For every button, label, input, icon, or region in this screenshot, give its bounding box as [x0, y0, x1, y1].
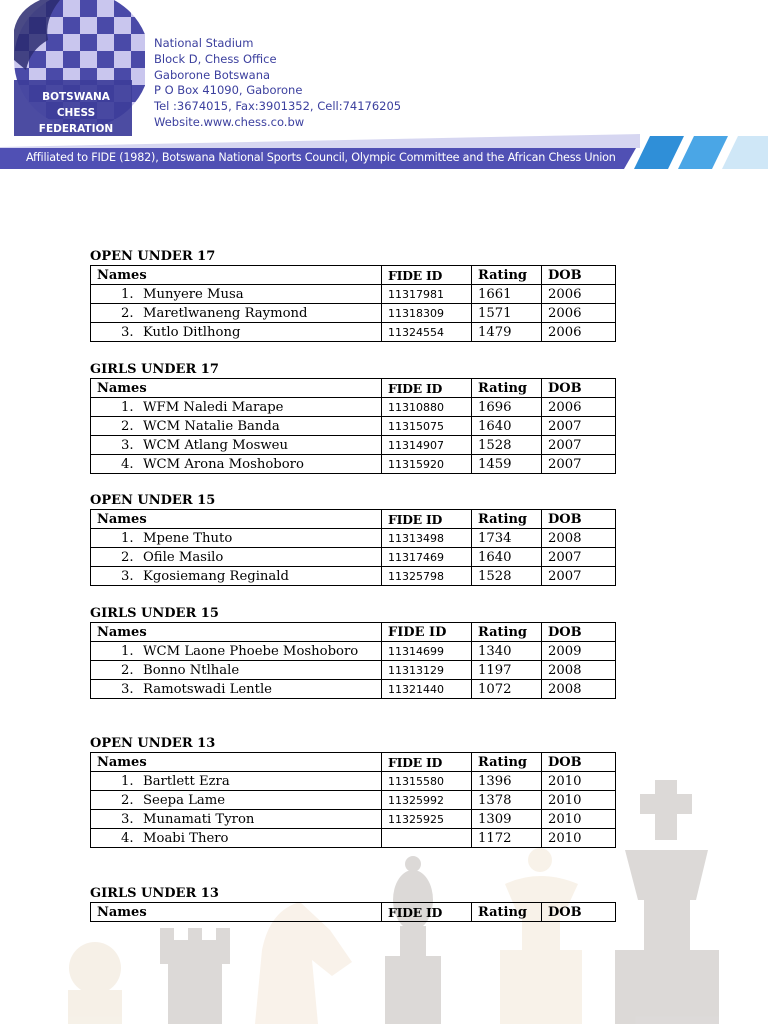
player-name-cell [91, 810, 382, 829]
fide-id-cell: 11325798 [382, 567, 472, 586]
players-table [90, 265, 616, 342]
fide-id-cell: 11313129 [382, 661, 472, 680]
fide-id-cell: 11325992 [382, 791, 472, 810]
section-title: GIRLS UNDER 15 [90, 606, 219, 621]
player-name: Mpene Thuto [143, 530, 233, 546]
player-name-cell [91, 548, 382, 567]
column-header-names: Names [91, 753, 382, 772]
column-header-dob: DOB [542, 753, 616, 772]
table-header-row [91, 379, 616, 398]
rank-number: 4. [121, 456, 134, 472]
rank-number: 3. [121, 681, 134, 697]
section-title: GIRLS UNDER 13 [90, 886, 219, 901]
table-row [91, 304, 616, 323]
ranking-section [90, 735, 615, 848]
player-name: Ramotswadi Lentle [143, 681, 272, 697]
rank-number: 2. [121, 305, 134, 321]
column-header-names: Names [91, 379, 382, 398]
rating-cell: 1528 [472, 567, 542, 586]
player-name-cell [91, 304, 382, 323]
dob-cell: 2009 [542, 642, 616, 661]
player-name: Moabi Thero [143, 830, 229, 846]
player-name: Kgosiemang Reginald [143, 568, 289, 584]
fide-id-cell: 11318309 [382, 304, 472, 323]
player-name: Seepa Lame [143, 792, 226, 808]
dob-cell: 2008 [542, 680, 616, 699]
column-header-dob: DOB [542, 510, 616, 529]
player-name-cell [91, 772, 382, 791]
column-header-fide-id: FIDE ID [382, 623, 472, 642]
column-header-names: Names [91, 623, 382, 642]
dob-cell: 2006 [542, 323, 616, 342]
rank-number: 1. [121, 643, 134, 659]
section-title: OPEN UNDER 15 [90, 493, 216, 508]
column-header-fide-id: FIDE ID [382, 266, 472, 285]
player-name: Munyere Musa [143, 286, 244, 302]
rating-cell: 1340 [472, 642, 542, 661]
rank-number: 2. [121, 792, 134, 808]
table-row [91, 323, 616, 342]
column-header-dob: DOB [542, 903, 616, 922]
fide-id-cell [382, 829, 472, 848]
column-header-dob: DOB [542, 623, 616, 642]
address-line: P O Box 41090, Gaborone [154, 83, 303, 98]
table-row [91, 680, 616, 699]
logo-text-line-1: BOTSWANA [42, 91, 110, 103]
rank-number: 3. [121, 568, 134, 584]
player-name-cell [91, 791, 382, 810]
players-table [90, 509, 616, 586]
fide-id-cell: 11315920 [382, 455, 472, 474]
rating-cell: 1640 [472, 548, 542, 567]
players-table [90, 902, 616, 922]
column-header-fide-id: FIDE ID [382, 510, 472, 529]
fide-id-cell: 11310880 [382, 398, 472, 417]
letterhead [0, 0, 768, 170]
rating-cell: 1528 [472, 436, 542, 455]
table-row [91, 436, 616, 455]
column-header-dob: DOB [542, 266, 616, 285]
fide-id-cell: 11313498 [382, 529, 472, 548]
section-title: OPEN UNDER 13 [90, 736, 216, 751]
rank-number: 4. [121, 830, 134, 846]
rank-number: 1. [121, 773, 134, 789]
player-name: WCM Atlang Mosweu [143, 437, 288, 453]
address-line: National Stadium [154, 36, 254, 50]
column-header-names: Names [91, 510, 382, 529]
player-name: WCM Natalie Banda [143, 418, 280, 434]
column-header-fide-id: FIDE ID [382, 753, 472, 772]
player-name-cell [91, 661, 382, 680]
dob-cell: 2010 [542, 772, 616, 791]
player-name-cell [91, 829, 382, 848]
player-name-cell [91, 436, 382, 455]
ranking-section [90, 248, 615, 342]
fide-id-cell: 11315580 [382, 772, 472, 791]
rating-cell: 1197 [472, 661, 542, 680]
rating-cell: 1459 [472, 455, 542, 474]
fide-id-cell: 11314907 [382, 436, 472, 455]
column-header-names: Names [91, 903, 382, 922]
player-name-cell [91, 680, 382, 699]
address-line: Website.www.chess.co.bw [154, 114, 305, 129]
column-header-rating: Rating [472, 623, 542, 642]
table-row [91, 417, 616, 436]
address-line: Tel :3674015, Fax:3901352, Cell:74176205 [154, 99, 402, 114]
fide-id-cell: 11317469 [382, 548, 472, 567]
table-row [91, 285, 616, 304]
table-row [91, 642, 616, 661]
affiliation-text: Affiliated to FIDE (1982), Botswana National Sports Council, Olympic Committee and the African Chess Union [26, 151, 616, 164]
section-title: OPEN UNDER 17 [90, 249, 216, 264]
ranking-section [90, 605, 615, 699]
column-header-rating: Rating [472, 903, 542, 922]
rank-number: 2. [121, 549, 134, 565]
ranking-section [90, 361, 615, 474]
players-table [90, 622, 616, 699]
player-name-cell [91, 529, 382, 548]
dob-cell: 2006 [542, 398, 616, 417]
players-table [90, 378, 616, 474]
logo-text-line-3: FEDERATION [38, 123, 114, 135]
address-line: Block D, Chess Office [154, 51, 277, 66]
rating-cell: 1661 [472, 285, 542, 304]
table-row [91, 398, 616, 417]
player-name-cell [91, 285, 382, 304]
table-row [91, 529, 616, 548]
table-row [91, 567, 616, 586]
player-name: Munamati Tyron [143, 811, 255, 827]
table-header-row [91, 623, 616, 642]
rating-cell: 1072 [472, 680, 542, 699]
rank-number: 1. [121, 530, 134, 546]
rank-number: 1. [121, 286, 134, 302]
column-header-rating: Rating [472, 510, 542, 529]
rating-cell: 1696 [472, 398, 542, 417]
player-name: Kutlo Ditlhong [143, 324, 241, 340]
player-name: Maretlwaneng Raymond [143, 305, 308, 321]
dob-cell: 2007 [542, 455, 616, 474]
player-name: WCM Arona Moshoboro [143, 456, 304, 472]
column-header-fide-id: FIDE ID [382, 379, 472, 398]
ranking-section [90, 885, 615, 922]
rating-cell: 1479 [472, 323, 542, 342]
rank-number: 1. [121, 399, 134, 415]
table-row [91, 791, 616, 810]
player-name: Bartlett Ezra [143, 773, 230, 789]
rating-cell: 1172 [472, 829, 542, 848]
fide-id-cell: 11325925 [382, 810, 472, 829]
fide-id-cell: 11317981 [382, 285, 472, 304]
address-block [154, 36, 574, 131]
player-name: Ofile Masilo [143, 549, 224, 565]
dob-cell: 2007 [542, 548, 616, 567]
ranking-section [90, 492, 615, 586]
column-header-rating: Rating [472, 753, 542, 772]
dob-cell: 2010 [542, 829, 616, 848]
column-header-fide-id: FIDE ID [382, 903, 472, 922]
column-header-rating: Rating [472, 379, 542, 398]
player-name: WCM Laone Phoebe Moshoboro [143, 643, 359, 659]
rating-cell: 1734 [472, 529, 542, 548]
player-name-cell [91, 455, 382, 474]
table-row [91, 661, 616, 680]
table-row [91, 810, 616, 829]
player-name: WFM Naledi Marape [143, 399, 284, 415]
players-table [90, 752, 616, 848]
table-header-row [91, 903, 616, 922]
rank-number: 3. [121, 324, 134, 340]
section-title: GIRLS UNDER 17 [90, 362, 219, 377]
column-header-names: Names [91, 266, 382, 285]
player-name-cell [91, 323, 382, 342]
dob-cell: 2008 [542, 661, 616, 680]
dob-cell: 2006 [542, 304, 616, 323]
fide-id-cell: 11324554 [382, 323, 472, 342]
dob-cell: 2007 [542, 436, 616, 455]
fide-id-cell: 11321440 [382, 680, 472, 699]
table-row [91, 455, 616, 474]
rank-number: 2. [121, 418, 134, 434]
rating-cell: 1309 [472, 810, 542, 829]
player-name-cell [91, 398, 382, 417]
rank-number: 2. [121, 662, 134, 678]
player-name: Bonno Ntlhale [143, 662, 240, 678]
player-name-cell [91, 567, 382, 586]
column-header-rating: Rating [472, 266, 542, 285]
dob-cell: 2007 [542, 567, 616, 586]
fide-id-cell: 11314699 [382, 642, 472, 661]
rank-number: 3. [121, 437, 134, 453]
dob-cell: 2010 [542, 810, 616, 829]
player-name-cell [91, 642, 382, 661]
rank-number: 3. [121, 811, 134, 827]
dob-cell: 2006 [542, 285, 616, 304]
address-line: Gaborone Botswana [154, 67, 271, 82]
rating-cell: 1396 [472, 772, 542, 791]
table-row [91, 829, 616, 848]
federation-logo [0, 0, 145, 150]
table-row [91, 548, 616, 567]
fide-id-cell: 11315075 [382, 417, 472, 436]
table-header-row [91, 753, 616, 772]
player-name-cell [91, 417, 382, 436]
rating-cell: 1378 [472, 791, 542, 810]
column-header-dob: DOB [542, 379, 616, 398]
dob-cell: 2008 [542, 529, 616, 548]
table-row [91, 772, 616, 791]
rating-cell: 1640 [472, 417, 542, 436]
rating-cell: 1571 [472, 304, 542, 323]
logo-text-line-2: CHESS [56, 107, 96, 119]
table-header-row [91, 266, 616, 285]
table-header-row [91, 510, 616, 529]
dob-cell: 2007 [542, 417, 616, 436]
dob-cell: 2010 [542, 791, 616, 810]
